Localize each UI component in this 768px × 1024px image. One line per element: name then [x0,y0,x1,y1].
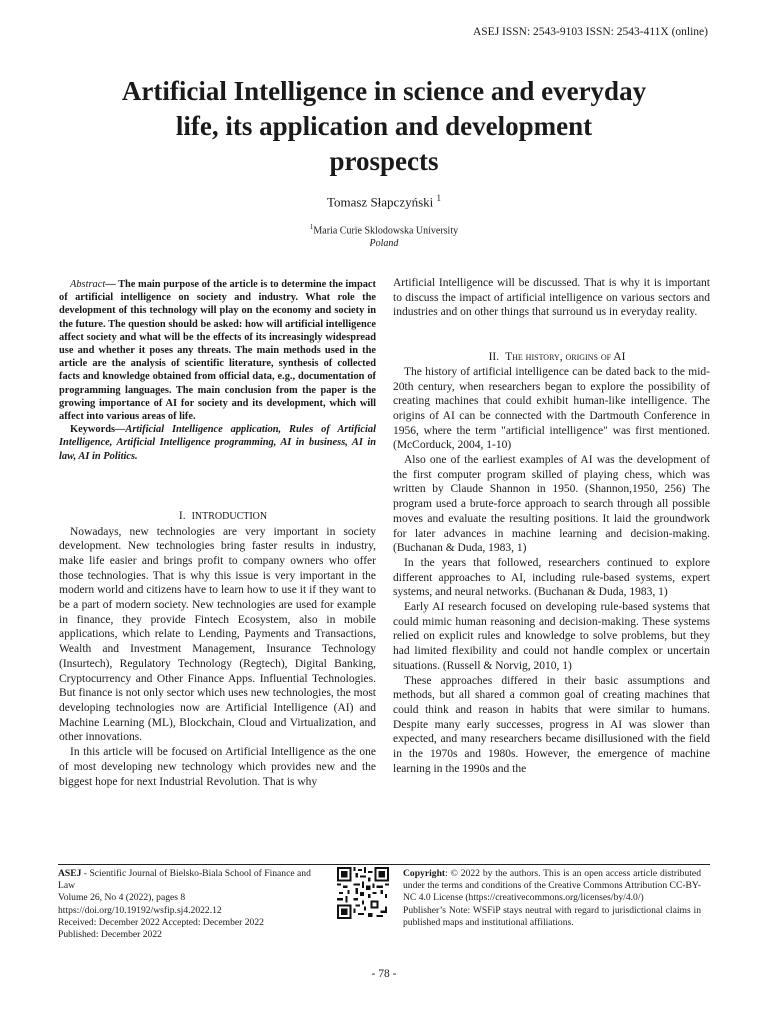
affiliation-institution [0,221,768,237]
journal-name [58,868,326,892]
copyright-body: : © 2022 by the authors. This is an open access article distributed under the terms and conditions of the Creative Commons Attribution CC-BY-NC 4.0 License (https://creativecommons.org/licenses/by/4.0/) [403,868,701,904]
paragraph: In this article will be focused on Artificial Intelligence as the one of most developing new technology which provides new and the biggest hope for next Industrial Revolution. That is why [59,746,376,788]
paper-title [60,74,708,179]
right-column [393,276,710,777]
abstract [59,278,376,423]
keywords-label: Keywords— [70,424,126,436]
affiliation [0,221,768,250]
paragraph: These approaches differed in their basic assumptions and methods, but all shared a common goal of creating machines that could think and reason in habits that were similar to humans. Despite many early successes, progress in AI was slower than expected, and many researchers became disillusioned with the field in the 1970s and 1980s. However, the emergence of machine learning in the 1990s and the [393,674,710,775]
footer-divider [58,864,710,865]
keywords [59,423,376,463]
journal-info [58,868,326,941]
paragraph: Nowadays, new technologies are very important in society development. New technologies bring faster results in industry, make life easier and brings profit to company owners who offer those technologies. That is why this issue is very important in the modern world and citizens have to learn how to use it if they want to be a part of modern society. New technologies are used for example in finance, they provide Fintech Ecosystem, also in mobile applications, which relate to Lending, Payments and Transactions, Wealth and Investment Management, Insurance Technology (Insurtech), Regulatory Technology (Regtech), Digital Banking, Cryptocurrency and Other Finance Apps. Influential Technologies. But finance is not only sector which uses new technologies, the most developing technologies now are Artificial Intelligence (AI) and Machine Learning (ML), Blockchain, Cloud and Virtualization, and other innovations. [59,525,376,744]
abstract-label: Abstract [70,279,106,290]
paragraph-continued: Artificial Intelligence will be discussed. That is why it is important to discuss the impact of artificial intelligence on various sectors and industries and on other things that surround us in everyday reality. [393,277,710,319]
journal-full-name: - Scientific Journal of Bielsko-Biala School of Finance and Law [58,868,311,892]
journal-volume: Volume 26, No 4 (2022), pages 8 [58,892,186,904]
left-column [59,278,376,789]
copyright-text [403,868,701,905]
author [0,193,768,210]
journal-issn: ASEJ ISSN: 2543-9103 ISSN: 2543-411X (online) [472,26,708,38]
institution-name: Maria Curie Sklodowska University [313,225,459,237]
author-name: Tomasz Słapczyński [326,194,434,210]
title-line: prospects [329,146,439,176]
received-date: Received: December 2022 Accepted: December 2022 [58,916,264,928]
affiliation-country: Poland [369,238,399,250]
section-number: I. [178,509,186,522]
section-number: II. [488,351,500,364]
paragraph: Early AI research focused on developing rule-based systems that could mimic human reasoning and decision-making. These systems relied on explicit rules and knowledge to solve problems, but they had limited flexibility and could not handle complex or uncertain situations. (Russell & Norvig, 2010, 1) [393,601,710,672]
section-title: INTRODUCTION [191,510,268,522]
copyright-label: Copyright [403,868,446,879]
section-title: The history, origins of AI [505,351,626,364]
published-date: Published: December 2022 [58,929,162,941]
page-number: - 78 - [371,968,397,980]
paragraph: The history of artificial intelligence can be dated back to the mid-20th century, when researchers began to explore the possibility of creating machines that could exhibit human-like intelligence. The origins of AI can be connected with the Dartmouth Conference in 1956, where the term "artificial intelligence" was first mentioned. (McCorduck, 2004, 1-10) [393,365,710,452]
copyright-info [403,868,701,929]
journal-abbr: ASEJ [58,868,82,879]
author-sup: 1 [436,193,442,203]
abstract-text: — The main purpose of the article is to determine the impact of artificial intelligence on society and industry. What role the development of this technology will play on the economy and society in the future. The question should be asked: how will artificial intelligence affect society and what will be the effects of its increasingly widespread use and whether it poses any threats. The main methods used in the article are the analysis of scientific literature, synthesis of collected facts and knowledge obtained from official data, e.g., documentation of programming languages. The main conclusion from the paper is the growing importance of AI for society and its development, which will affect into various areas of life. [59,279,376,423]
publisher-note: Publisher’s Note: WSFiP stays neutral with regard to jurisdictional claims in published maps and institutional affiliations. [403,904,701,928]
title-line: life, its application and development [175,111,593,141]
paragraph: In the years that followed, researchers continued to explore different approaches to AI, including rule-based systems, expert systems, and neural networks. (Buchanan & Duda, 1983, 1) [393,556,710,599]
doi-link[interactable]: https://doi.org/10.19192/wsfip.sj4.2022.12 [58,904,222,916]
title-line: Artificial Intelligence in science and everyday [121,76,647,106]
section-heading-introduction [59,509,376,525]
paragraph: Also one of the earliest examples of AI was the development of the first computer program skilled of playing chess, which was written by Claude Shannon in 1950. (Shannon,1950, 256) The program used a brute-force approach to search through all possible moves and evaluate the resulting positions. It laid the groundwork for later advances in machine learning and decision-making. (Buchanan & Duda, 1983, 1) [393,454,710,555]
section-heading-history [393,350,710,365]
affiliation-sup: 1 [309,223,314,231]
keywords-text: Artificial Intelligence application, Rules of Artificial Intelligence, Artificial Intelligence programming, AI in business, AI in law, AI in Politics. [59,424,376,462]
qr-code-icon [337,867,389,919]
